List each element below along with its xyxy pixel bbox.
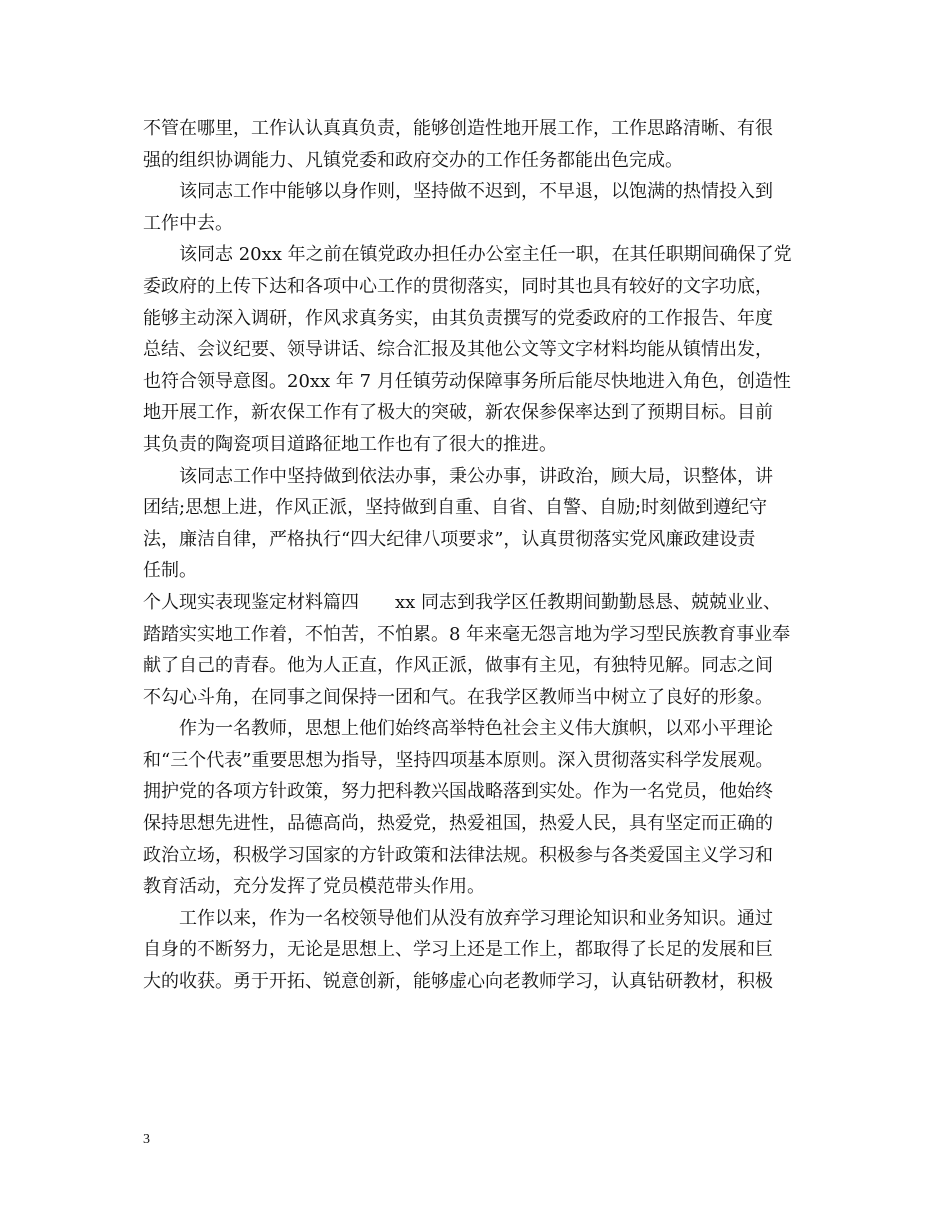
section-heading-line <box>143 587 823 619</box>
text-line: 自身的不断努力，无论是思想上、学习上还是工作上，都取得了长足的发展和巨 <box>143 939 773 961</box>
text-line: 该同志工作中坚持做到依法办事，秉公办事，讲政治，顾大局，识整体，讲 <box>179 465 773 487</box>
text-line: 不管在哪里，工作认认真真负责，能够创造性地开展工作，工作思路清晰、有很 <box>143 118 773 139</box>
text-line: 拥护党的各项方针政策，努力把科教兴国战略落到实处。作为一名党员，他始终 <box>143 781 773 803</box>
text-line: 该同志 20xx 年之前在镇党政办担任办公室主任一职，在其任职期间确保了党 <box>179 244 792 266</box>
text-line: 能够主动深入调研，作风求真务实，由其负责撰写的党委政府的工作报告、年度 <box>143 307 773 329</box>
text-line: 工作中去。 <box>143 212 233 234</box>
text-line: 踏踏实实地工作着，不怕苦，不怕累。8 年来毫无怨言地为学习型民族教育事业奉 <box>143 623 791 645</box>
text-line: 保持思想先进性，品德高尚，热爱党，热爱祖国，热爱人民，具有坚定而正确的 <box>143 813 773 835</box>
text-line: 该同志工作中能够以身作则，坚持做不迟到，不早退，以饱满的热情投入到 <box>179 181 773 203</box>
text-line: 也符合领导意图。20xx 年 7 月任镇劳动保障事务所后能尽快地进入角色，创造性 <box>143 370 791 392</box>
text-line: 委政府的上传下达和各项中心工作的贯彻落实，同时其也具有较好的文字功底， <box>143 275 773 297</box>
text-line: 作为一名教师，思想上他们始终高举特色社会主义伟大旗帜，以邓小平理论 <box>179 718 773 740</box>
text-line: 地开展工作，新农保工作有了极大的突破，新农保参保率达到了预期目标。目前 <box>143 402 773 424</box>
text-line: 强的组织协调能力、凡镇党委和政府交办的工作任务都能出色完成。 <box>143 149 683 171</box>
text-line: 团结;思想上进，作风正派，坚持做到自重、自省、自警、自励;时刻做到遵纪守 <box>143 497 768 519</box>
text-line: 大的收获。勇于开拓、锐意创新，能够虚心向老教师学习，认真钻研教材，积极 <box>143 971 773 993</box>
text-line: 政治立场，积极学习国家的方针政策和法律法规。积极参与各类爱国主义学习和 <box>143 844 773 866</box>
text-line: 和“三个代表”重要思想为指导，坚持四项基本原则。深入贯彻落实科学发展观。 <box>143 749 774 771</box>
text-line: 任制。 <box>143 560 197 582</box>
page-number: 3 <box>143 1132 150 1147</box>
text-line: xx 同志到我学区任教期间勤勤恳恳、兢兢业业、 <box>395 591 782 613</box>
section-heading: 个人现实表现鉴定材料篇四 <box>143 591 359 613</box>
text-line: 不勾心斗角，在同事之间保持一团和气。在我学区教师当中树立了良好的形象。 <box>143 686 773 708</box>
body-text <box>143 113 823 998</box>
text-line: 工作以来，作为一名校领导他们从没有放弃学习理论知识和业务知识。通过 <box>179 907 773 929</box>
text-line: 献了自己的青春。他为人正直，作风正派，做事有主见，有独特见解。同志之间 <box>143 655 773 677</box>
text-line: 其负责的陶瓷项目道路征地工作也有了很大的推进。 <box>143 433 557 455</box>
text-line: 教育活动，充分发挥了党员模范带头作用。 <box>143 876 485 898</box>
text-line: 法，廉洁自律，严格执行“四大纪律八项要求”，认真贯彻落实党风廉政建设责 <box>143 528 756 550</box>
text-line: 总结、会议纪要、领导讲话、综合汇报及其他公文等文字材料均能从镇情出发， <box>143 339 773 361</box>
